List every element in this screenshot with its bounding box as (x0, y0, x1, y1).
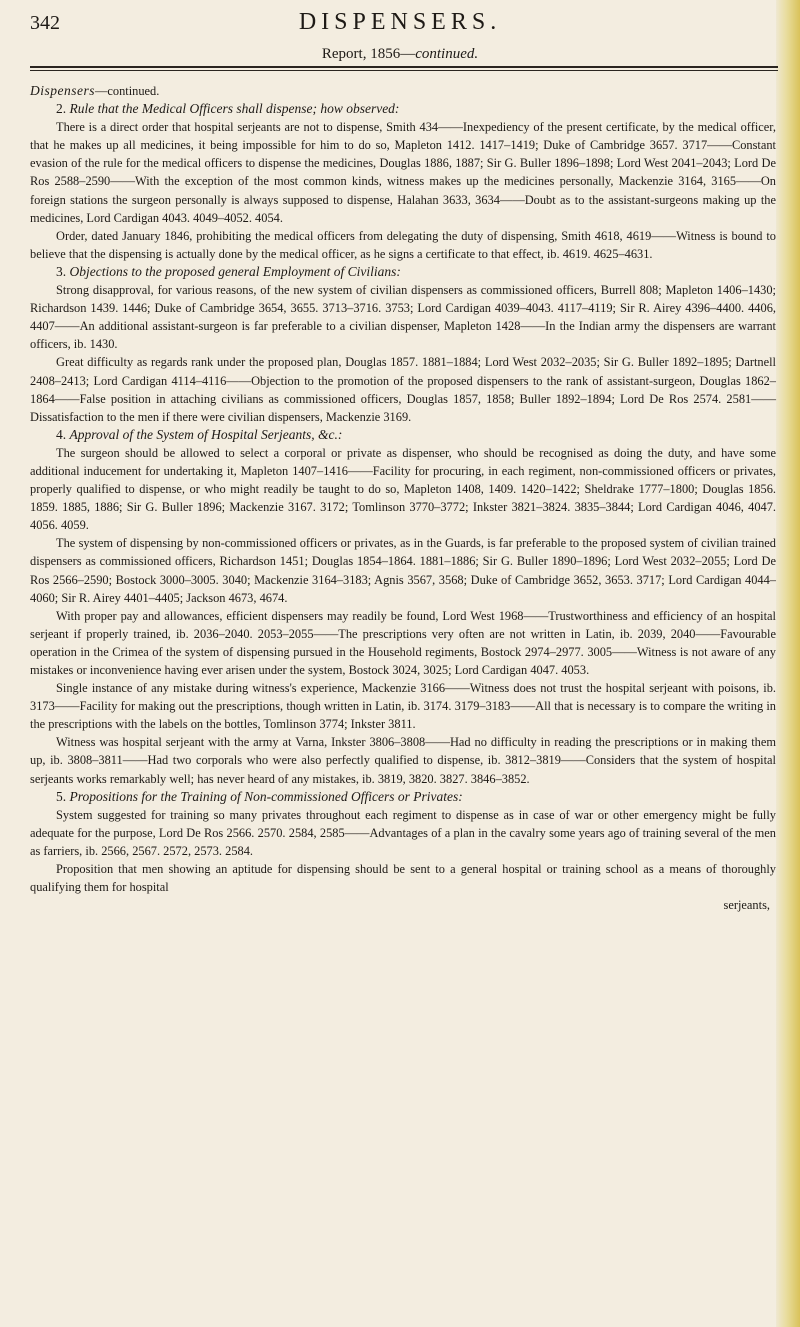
body-text (30, 82, 776, 914)
paragraph: With proper pay and allowances, efficient dispensers may readily be found, Lord West 1968——Trustworthiness and efficiency of an hospital serjeant if properly trained, ib. 2036–2040. 2053–2055——The prescriptions very often are not written in Latin, ib. 2039, 2040——Favourable operation in the Crimea of the system of dispensing pursued in the Household regiments, Bostock 2974–2977. 3005——Witness is not aware of any mistakes or inconvenience having ever arisen under the system, Bostock 3024, 3025; Lord Cardigan 4047. 4053. (30, 608, 776, 677)
paragraph: The system of dispensing by non-commissioned officers or privates, as in the Guards, is far preferable to the proposed system of civilian trained dispensers as commissioned officers, Richardson 1451; Douglas 1854–1864. 1881–1886; Sir G. Buller 1890–1896; Lord West 2032–2055; Lord De Ros 2566–2590; Bostock 3000–3005. 3040; Mackenzie 3164–3183; Agnis 3567, 3568; Duke of Cambridge 3652, 3653. 3717; Lord Cardigan 4044–4060; Sir R. Airey 4401–4405; Jackson 4673, 4674. (30, 536, 776, 605)
section-heading-suffix: —continued. (95, 84, 160, 98)
catchword: serjeants, (723, 898, 770, 913)
subsection-heading-3: 3. Objections to the proposed general Employment of Civilians: (56, 263, 401, 279)
page-edge-gilding (776, 0, 800, 1327)
paragraph: System suggested for training so many privates throughout each regiment to dispense as in case of war or other emergency might be fully adequate for the purpose, Lord De Ros 2566. 2570. 2584, 2585——Advantages of a plan in the cavalry some years ago of training several of the men as farriers, ib. 2566, 2567. 2572, 2573. 2584. (30, 807, 776, 858)
report-subtitle: Report, 1856—continued. (321, 46, 479, 62)
page-number: 342 (30, 12, 60, 34)
subsection-heading-4: 4. Approval of the System of Hospital Serjeants, &c.: (56, 426, 343, 442)
paragraph: Witness was hospital serjeant with the army at Varna, Inkster 3806–3808——Had no difficulty in reading the prescriptions or in making them up, ib. 3808–3811——Had two corporals who were also perfectly qualified to dispense, ib. 3812–3819——Considers that the system of hospital serjeants works remarkably well; has never heard of any mistakes, ib. 3819, 3820. 3827. 3846–3852. (30, 735, 776, 786)
paragraph: There is a direct order that hospital serjeants are not to dispense, Smith 434——Inexpediency of the present certificate, by the medical officer, that he makes up all medicines, it being impossible for him to do so, Mapleton 1412. 1417–1419; Duke of Cambridge 3657. 3717——Constant evasion of the rule for the medical officers to dispense the medicines, Douglas 1886, 1887; Sir G. Buller 1896–1898; Lord West 2041–2043; Lord De Ros 2588–2590——With the exception of the most common kinds, witness makes up the medicines personally, Mackenzie 3164, 3165——On foreign stations the surgeon personally is always supposed to dispense, Halahan 3633, 3634——Doubt as to the assistant-surgeons making up the medicines, Lord Cardigan 4043. 4049–4052. 4054. (30, 120, 776, 225)
section-heading-title: Dispensers (30, 83, 95, 98)
subsection-title: Objections to the proposed general Employment of Civilians: (69, 263, 401, 279)
subsection-title: Rule that the Medical Officers shall dispense; how observed: (69, 101, 400, 117)
paragraph: Strong disapproval, for various reasons, of the new system of civilian dispensers as commissioned officers, Burrell 808; Mapleton 1406–1430; Richardson 1439. 1446; Duke of Cambridge 3654, 3655. 3713–3716. 3753; Lord Cardigan 4039–4043. 4117–4119; Sir R. Airey 4396–4400. 4406, 4407——An additional assistant-surgeon is far preferable to a civilian dispenser, Mapleton 1428——In the Indian army the dispensers are warrant officers, ib. 1430. (30, 283, 776, 352)
paragraph: The surgeon should be allowed to select a corporal or private as dispenser, who should be recognised as doing the duty, and have some additional inducement for undertaking it, Mapleton 1407–1416——Facility for procuring, in each regiment, non-commissioned officers or privates, properly qualified to dispense, or who might readily be taught to do so, Mapleton 1408, 1409. 1420–1422; Sheldrake 1777–1800; Douglas 1856. 1859. 1885, 1886; Sir G. Buller 1896; Mackenzie 3167. 3172; Tomlinson 3770–3772; Inkster 3821–3824. 3835–3844; Lord Cardigan 4046, 4047. 4056. 4059. (30, 445, 776, 533)
subsection-title: Propositions for the Training of Non-commissioned Officers or Privates: (69, 788, 463, 804)
paragraph: Single instance of any mistake during witness's experience, Mackenzie 3166——Witness does not trust the hospital serjeant with poisons, ib. 3173——Facility for making out the prescriptions, though written in Latin, ib. 3174. 3179–3183——All that is necessary is to compare the writing in the prescriptions with the labels on the bottles, Tomlinson 3774; Inkster 3811. (30, 681, 776, 732)
header-rule-thick (30, 66, 778, 68)
subsection-heading-5: 5. Propositions for the Training of Non-commissioned Officers or Privates: (56, 788, 463, 804)
paragraph: Proposition that men showing an aptitude for dispensing should be sent to a general hospital or training school as a means of thoroughly qualifying them for hospital (30, 862, 776, 895)
paragraph: Great difficulty as regards rank under the proposed plan, Douglas 1857. 1881–1884; Lord West 2032–2035; Sir G. Buller 1892–1895; Dartnell 2408–2413; Lord Cardigan 4114–4116——Objection to the promotion of the proposed dispensers to the rank of assistant-surgeon, Douglas 1862–1864——False position in attaching civilians as commissioned officers, Douglas 1857, 1858; Buller 1892–1894; Lord De Ros 2574. 2581——Dissatisfaction to the men if there were civilian dispensers, Mackenzie 3169. (30, 355, 776, 424)
subsection-title: Approval of the System of Hospital Serjeants, &c.: (69, 426, 343, 442)
header-rule-thin (30, 70, 778, 71)
paragraph: Order, dated January 1846, prohibiting the medical officers from delegating the duty of dispensing, Smith 4618, 4619——Witness is bound to believe that the dispensing is actually done by the medical officer, as he signs a certificate to that effect, ib. 4619. 4625–4631. (30, 228, 776, 261)
section-heading (30, 82, 776, 100)
running-head: DISPENSERS. (298, 9, 502, 35)
subsection-heading-2: 2. Rule that the Medical Officers shall dispense; how observed: (56, 101, 400, 117)
